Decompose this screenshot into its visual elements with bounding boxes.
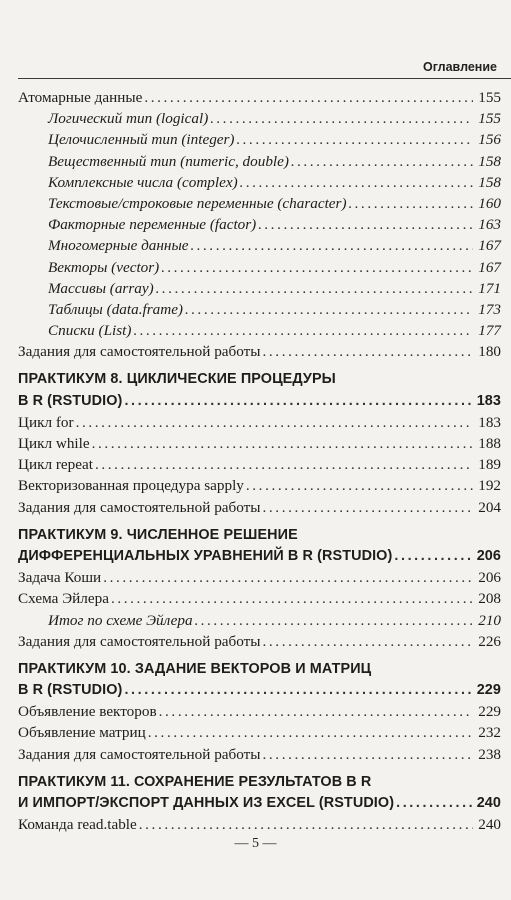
page-number: — 5 — [234, 836, 277, 851]
toc-subentry [18, 195, 501, 216]
dot-leader [133, 322, 473, 340]
dot-leader [92, 435, 473, 453]
toc-entry [18, 569, 501, 590]
toc-page-number: 206 [478, 569, 501, 587]
toc-entry-label: ПРАКТИКУМ 9. ЧИСЛЕННОЕ РЕШЕНИЕ [18, 526, 298, 543]
toc-subentry [18, 216, 501, 237]
toc-page-number: 158 [478, 173, 501, 191]
toc-subentry [18, 322, 501, 343]
toc-entry-label: В R (RSTUDIO) [18, 392, 123, 409]
toc-page-number: 192 [478, 477, 501, 495]
toc-entry-label: ПРАКТИКУМ 11. СОХРАНЕНИЕ РЕЗУЛЬТАТОВ В R [18, 773, 372, 790]
toc-entry-label: Итог по схеме Эйлера [48, 611, 193, 629]
toc-subentry [18, 259, 501, 280]
toc-entry-label: Списки (List) [48, 322, 132, 340]
toc-entry-label: Цикл for [18, 413, 74, 431]
dot-leader [190, 237, 473, 255]
dot-leader [246, 477, 473, 495]
toc-entry [18, 343, 501, 364]
toc-entry-label: Задания для самостоятельной работы [18, 498, 261, 516]
toc-entry [18, 89, 501, 110]
dot-leader [139, 816, 473, 834]
toc-subentry [18, 301, 501, 322]
toc-entry-label: ПРАКТИКУМ 8. ЦИКЛИЧЕСКИЕ ПРОЦЕДУРЫ [18, 371, 336, 388]
toc-entry-label: Задания для самостоятельной работы [18, 632, 261, 650]
toc-entry-label: Цикл while [18, 435, 90, 452]
dot-leader [161, 259, 473, 277]
toc-subentry [18, 612, 501, 633]
toc-entry-label: Объявление векторов [18, 703, 157, 721]
toc-subentry [18, 280, 501, 301]
toc-entry-label: В R (RSTUDIO) [18, 682, 123, 699]
dot-leader [185, 301, 473, 319]
toc-subentry [18, 110, 501, 131]
toc-page-number: 240 [476, 795, 501, 811]
toc-section-entry [18, 682, 501, 703]
toc-entry-label: Объявление матриц [18, 724, 146, 742]
toc-page-number: 167 [478, 237, 501, 255]
toc-page-number: 158 [478, 152, 501, 170]
toc-entry [18, 633, 501, 654]
toc-entry-label: ДИФФЕРЕНЦИАЛЬНЫХ УРАВНЕНИЙ В R (RSTUDIO) [18, 547, 393, 564]
dot-leader [95, 456, 473, 474]
dot-leader [263, 499, 474, 517]
toc-section-heading [18, 774, 501, 795]
toc-page-number: 171 [478, 279, 501, 297]
toc-entry-label: Задача Коши [18, 569, 102, 587]
dot-leader [103, 569, 473, 587]
toc-entry [18, 456, 501, 477]
toc-entry-label: Вещественный тип (numeric, double) [48, 152, 289, 170]
toc-entry-label: Команда read.table [18, 816, 137, 834]
toc-entry-label: Векторизованная процедура sapply [18, 477, 244, 495]
dot-leader [291, 153, 473, 171]
toc-page-number: 238 [478, 745, 501, 763]
toc-entry-label: Задания для самостоятельной работы [18, 343, 261, 361]
toc-page-number: 180 [478, 343, 501, 361]
toc-entry [18, 477, 501, 498]
dot-leader [394, 548, 473, 564]
toc-section-entry [18, 548, 501, 569]
toc-entry-label: Векторы (vector) [48, 258, 160, 276]
toc-page-number: 155 [478, 89, 501, 106]
toc-entry-label: Цикл repeat [18, 456, 93, 474]
toc-page-number: 210 [478, 611, 501, 629]
dot-leader [349, 195, 473, 213]
dot-leader [76, 414, 473, 432]
toc-page-number: 232 [478, 724, 501, 742]
running-header [18, 58, 511, 79]
toc-entry-label: Задания для самостоятельной работы [18, 745, 261, 763]
dot-leader [148, 724, 473, 742]
toc-entry-label: Схема Эйлера [18, 590, 109, 608]
toc-entry-label: Атомарные данные [18, 89, 143, 106]
dot-leader [263, 343, 474, 361]
toc-entry [18, 746, 501, 767]
dot-leader [237, 131, 474, 149]
toc-entry-label: Целочисленный тип (integer) [48, 131, 235, 149]
toc-section-entry [18, 393, 501, 414]
toc-entry-label: Комплексные числа (complex) [48, 173, 238, 191]
header-title: Оглавление [423, 60, 497, 74]
toc-entry-label: Таблицы (data.frame) [48, 300, 183, 318]
toc-page-number: 177 [478, 322, 501, 340]
dot-leader [195, 612, 473, 630]
toc-entry [18, 414, 501, 435]
toc-entry-label: Логический тип (logical) [48, 110, 209, 128]
dot-leader [258, 216, 473, 234]
toc-page-number: 155 [478, 110, 501, 128]
toc-entry [18, 816, 501, 837]
toc-subentry [18, 237, 501, 258]
toc-subentry [18, 153, 501, 174]
toc-page-number: 226 [478, 632, 501, 650]
toc-page-number: 206 [476, 547, 501, 564]
dot-leader [124, 682, 473, 698]
toc-page-number: 173 [478, 300, 501, 318]
toc-entry [18, 499, 501, 520]
dot-leader [263, 633, 474, 651]
table-of-contents [18, 89, 501, 837]
toc-entry [18, 724, 501, 745]
toc-page-number: 163 [478, 216, 501, 234]
toc-page-number: 229 [476, 682, 501, 699]
toc-entry-label: ПРАКТИКУМ 10. ЗАДАНИЕ ВЕКТОРОВ И МАТРИЦ [18, 660, 372, 677]
dot-leader [396, 795, 473, 811]
toc-page-number: 240 [478, 816, 501, 834]
dot-leader [240, 174, 473, 192]
toc-page-number: 208 [478, 590, 501, 608]
toc-section-heading [18, 661, 501, 682]
toc-entry [18, 435, 501, 456]
dot-leader [159, 703, 473, 721]
toc-page-number: 183 [478, 413, 501, 431]
toc-section-heading [18, 527, 501, 548]
toc-page-number: 160 [478, 194, 501, 212]
toc-entry-label: Массивы (array) [48, 279, 154, 297]
toc-entry-label: И ИМПОРТ/ЭКСПОРТ ДАННЫХ ИЗ EXCEL (RSTUDIO) [18, 795, 395, 811]
toc-page-number: 156 [478, 131, 501, 149]
dot-leader [156, 280, 473, 298]
toc-entry-label: Факторные переменные (factor) [48, 216, 257, 234]
toc-page-number: 188 [478, 435, 501, 452]
toc-entry [18, 703, 501, 724]
toc-subentry [18, 174, 501, 195]
toc-subentry [18, 131, 501, 152]
toc-page-number: 229 [478, 703, 501, 721]
toc-page-number: 189 [478, 456, 501, 474]
toc-page-number: 183 [476, 392, 501, 409]
dot-leader [124, 393, 473, 409]
dot-leader [210, 110, 473, 128]
toc-section-entry [18, 795, 501, 816]
toc-entry-label: Многомерные данные [48, 237, 189, 255]
toc-entry [18, 590, 501, 611]
toc-entry-label: Текстовые/строковые переменные (character) [48, 194, 347, 212]
toc-page-number: 167 [478, 258, 501, 276]
dot-leader [263, 746, 474, 764]
toc-section-heading [18, 371, 501, 392]
toc-page-number: 204 [478, 498, 501, 516]
dot-leader [111, 590, 473, 608]
dot-leader [144, 89, 473, 107]
